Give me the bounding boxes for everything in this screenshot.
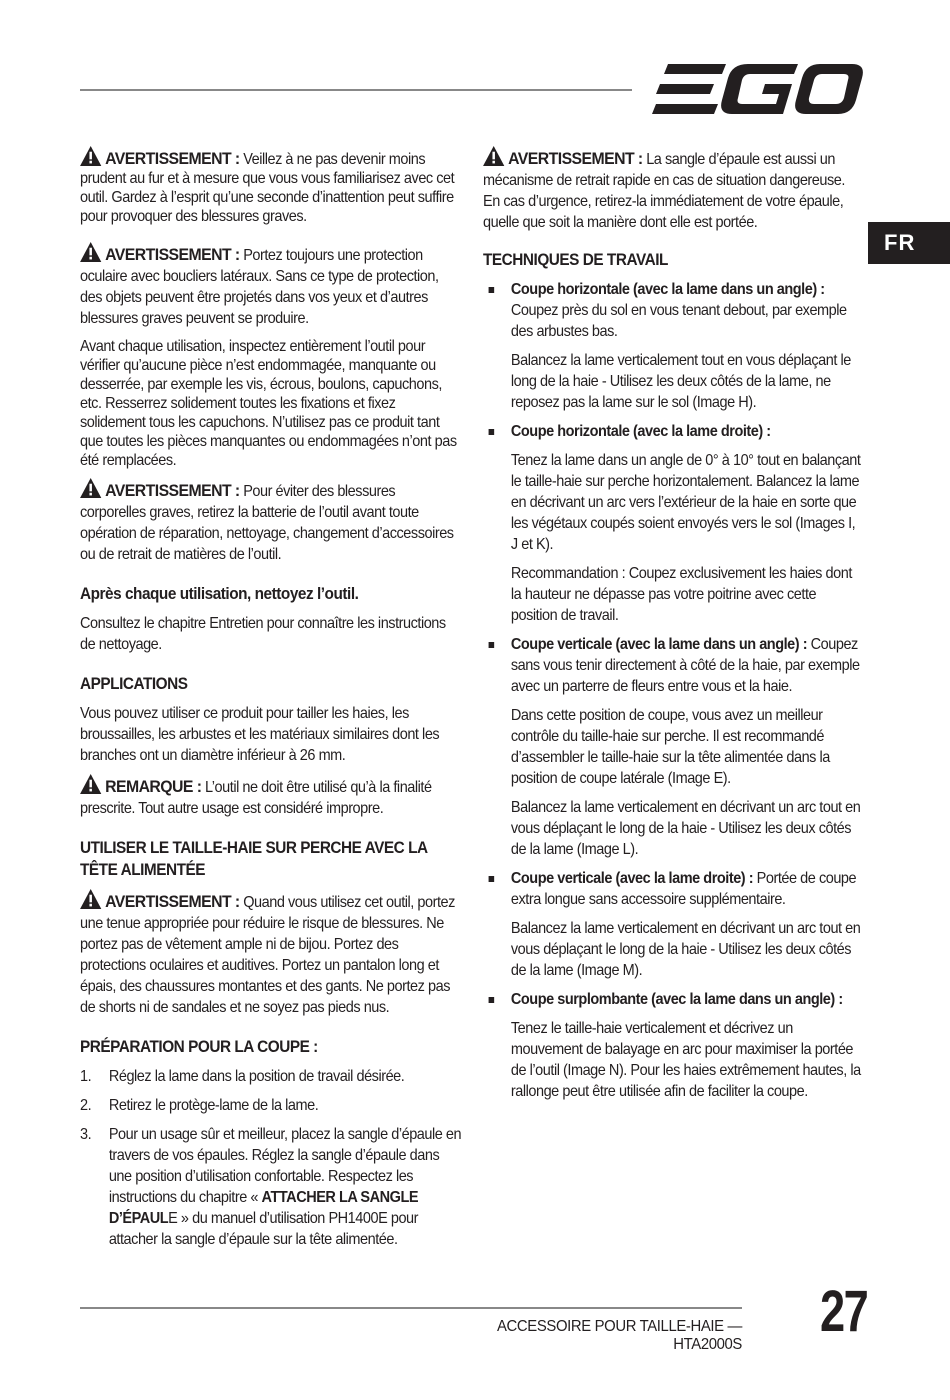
page-number: 27 (820, 1279, 868, 1344)
bullet-square-icon (489, 876, 495, 882)
warning-triangle-icon (80, 478, 101, 498)
warning-text: Pour éviter des blessures corporelles graves, retirez la batterie de l’outil avant toute opération de réparation, nettoyage, changement d’accessoires ou de retrait de matières de l’outil. (80, 483, 454, 563)
warning-label: AVERTISSEMENT : (105, 892, 240, 911)
note-label: REMARQUE : (105, 777, 202, 796)
note-block (80, 774, 461, 819)
techniques-list (483, 279, 862, 1102)
warning-text: Veillez à ne pas devenir moins prudent au fur et à mesure que vous vous familiarisez avec cet outil. Gardez à l’esprit qu’une seconde d’inattention peut suffire pour provoquer des blessures graves. (80, 151, 455, 225)
section-heading: UTILISER LE TAILLE-HAIE SUR PERCHE AVEC LA TÊTE ALIMENTÉE (80, 839, 428, 879)
list-item: 3. Pour un usage sûr et meilleur, placez la sangle d’épaule en travers de vos épaules. Réglez la sangle d’épaule dans une position d’utilisation confortable. Respectez les instructions du chapitre « ATTACHER LA SANGLE D’ÉPAULE » du manuel d’utilisation PH1400E pour attacher la sangle d’épaule sur la tête alimentée. (80, 1126, 462, 1248)
ego-logo (652, 60, 864, 118)
left-column (80, 146, 461, 1258)
bullet-square-icon (489, 429, 495, 435)
warning-text: Portez toujours une protection oculaire avec boucliers latéraux. Sans ce type de protection, des objets peuvent être projetés dans vos yeux et d’autres blessures graves peuvent se produire. (80, 247, 439, 327)
bullet-square-icon (489, 287, 495, 293)
list-item: 2. Retirez le protège-lame de la lame. (80, 1097, 319, 1114)
bullet-square-icon (489, 997, 495, 1003)
warning-block (483, 146, 862, 233)
list-item: Coupe horizontale (avec la lame dans un angle) : Coupez près du sol en vous tenant debout, par exemple des arbustes bas. Balancez la lame verticalement tout en vous déplaçant le long de la haie - Utilisez les deux côtés de la lame, ne reposez pas la lame sur le sol (Image H). (483, 279, 862, 413)
footer-rule (80, 1307, 742, 1309)
header-rule (80, 89, 632, 91)
warning-label: AVERTISSEMENT : (105, 245, 240, 264)
warning-label: AVERTISSEMENT : (508, 149, 643, 168)
list-item: Coupe surplombante (avec la lame dans un angle) : Tenez le taille-haie verticalement et décrivez un mouvement de balayage en arc pour maximiser la portée de l’outil (Image N). Pour les haies extrêmement hautes, la rallonge peut être utilisée afin de faciliter la coupe. (483, 989, 862, 1102)
bullet-square-icon (489, 642, 495, 648)
list-item: 1. Réglez la lame dans la position de travail désirée. (80, 1068, 405, 1085)
warning-triangle-icon (80, 774, 101, 794)
right-column (483, 146, 862, 1110)
list-item: Coupe verticale (avec la lame droite) : Portée de coupe extra longue sans accessoire supplémentaire. Balancez la lame verticalement en décrivant un arc tout en vous déplaçant le long de la haie - Utilisez les deux côtés de la lame (Image M). (483, 868, 862, 981)
language-tab: FR (868, 222, 950, 264)
preparation-steps (80, 1066, 461, 1250)
section-heading: Après chaque utilisation, nettoyez l’outil. (80, 585, 359, 603)
warning-triangle-icon (80, 889, 101, 909)
warning-block (80, 242, 461, 329)
list-item: Coupe verticale (avec la lame dans un angle) : Coupez sans vous tenir directement à côté de la haie, par exemple avec un parterre de fleurs entre vous et la haie. Dans cette position de coupe, vous avez un meilleur contrôle du taille-haie sur perche. Il est recommandé d’assembler le taille-haie sur la tête alimentée dans la position de coupe latérale (Image E). Balancez la lame verticalement en décrivant un arc tout en vous déplaçant le long de la haie - Utilisez les deux côtés de la lame (Image L). (483, 634, 862, 860)
section-heading: PRÉPARATION POUR LA COUPE : (80, 1038, 318, 1056)
section-heading: APPLICATIONS (80, 675, 188, 693)
paragraph: Consultez le chapitre Entretien pour connaître les instructions de nettoyage. (80, 615, 446, 653)
warning-text: La sangle d’épaule est aussi un mécanisme de retrait rapide en cas de situation dangereuse. En cas d’urgence, retirez-la immédiatement de votre épaule, quelle que soit la manière dont elle est portée. (483, 151, 845, 231)
warning-triangle-icon (483, 146, 504, 166)
inspect-paragraph: Avant chaque utilisation, inspectez entièrement l’outil pour vérifier qu’aucune pièce n’est endommagée, manquante ou desserrée, par exemple les vis, écrous, boulons, capuchons, etc. Resserrez solidement toutes les fixations et fixez solidement tous les capuchons. N’utilisez pas ce produit tant que toutes les pièces manquantes ou endommagées n’ont pas été remplacées. (80, 338, 457, 469)
footer-title: ACCESSOIRE POUR TAILLE-HAIE — HTA2000S (497, 1318, 742, 1353)
list-item: Coupe horizontale (avec la lame droite) : Tenez la lame dans un angle de 0° à 10° tout en balançant le taille-haie sur perche horizontalement. Balancez la lame en décrivant un arc vers l’extérieur de la haie en sorte que les végétaux coupés soient envoyés vers le sol (Images I, J et K). Recommandation : Coupez exclusivement les haies dont la hauteur ne dépasse pas votre poitrine avec cette position de travail. (483, 421, 862, 626)
warning-triangle-icon (80, 146, 101, 166)
warning-block (80, 889, 461, 1018)
warning-triangle-icon (80, 242, 101, 262)
warning-block (80, 478, 461, 565)
warning-text: Quand vous utilisez cet outil, portez une tenue appropriée pour réduire le risque de blessures. Ne portez pas de vêtement ample ni de bijou. Portez des protections oculaires et auditives. Portez un pantalon long et épais, des chaussures montantes et des gants. Ne portez pas de shorts ni de sandales et ne soyez pas pieds nus. (80, 894, 455, 1016)
warning-label: AVERTISSEMENT : (105, 149, 240, 168)
section-heading: TECHNIQUES DE TRAVAIL (483, 251, 668, 269)
warning-block (80, 146, 461, 226)
note-text: L’outil ne doit être utilisé qu’à la finalité prescrite. Tout autre usage est considéré impropre. (80, 779, 432, 817)
warning-label: AVERTISSEMENT : (105, 481, 240, 500)
paragraph: Vous pouvez utiliser ce produit pour tailler les haies, les broussailles, les arbustes et les matériaux similaires dont les branches ont un diamètre inférieur à 26 mm. (80, 705, 440, 764)
